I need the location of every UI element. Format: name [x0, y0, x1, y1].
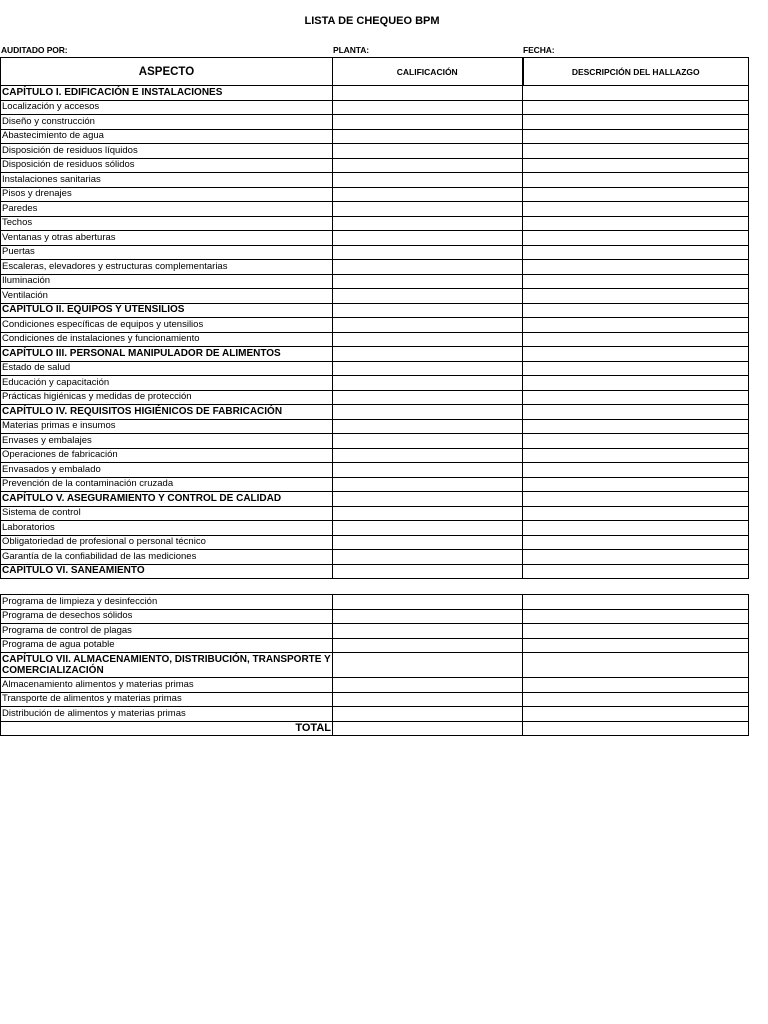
- document-title: LISTA DE CHEQUEO BPM: [304, 15, 440, 27]
- calificacion-cell[interactable]: [333, 653, 523, 678]
- checklist-row: [1, 434, 749, 449]
- aspecto-cell: Transporte de alimentos y materias primas: [1, 692, 333, 707]
- calificacion-cell[interactable]: [333, 506, 523, 521]
- descripcion-cell[interactable]: [523, 535, 749, 550]
- descripcion-cell[interactable]: [523, 347, 749, 362]
- calificacion-cell[interactable]: [333, 638, 523, 653]
- aspecto-cell: Paredes: [1, 202, 333, 217]
- aspecto-cell: Ventilación: [1, 289, 333, 304]
- aspecto-cell: Prevención de la contaminación cruzada: [1, 477, 333, 492]
- calificacion-cell[interactable]: [333, 260, 523, 275]
- checklist-row: [1, 318, 749, 333]
- aspecto-cell: Distribución de alimentos y materias primas: [1, 707, 333, 722]
- aspecto-cell: Prácticas higiénicas y medidas de protección: [1, 390, 333, 405]
- checklist-row: [1, 231, 749, 246]
- header-aspecto: ASPECTO: [1, 58, 333, 86]
- descripcion-cell[interactable]: [523, 434, 749, 449]
- calificacion-cell[interactable]: [333, 86, 523, 101]
- checklist-row: [1, 187, 749, 202]
- chapter-row: [1, 492, 749, 507]
- descripcion-cell[interactable]: [523, 653, 749, 678]
- chapter-row: [1, 303, 749, 318]
- calificacion-cell[interactable]: [333, 448, 523, 463]
- checklist-row: [1, 521, 749, 536]
- aspecto-cell: Laboratorios: [1, 521, 333, 536]
- calificacion-cell[interactable]: [333, 231, 523, 246]
- chapter-title: CAPÍTULO VI. SANEAMIENTO: [1, 564, 333, 579]
- checklist-row: [1, 550, 749, 565]
- calificacion-cell[interactable]: [333, 318, 523, 333]
- calificacion-cell[interactable]: [333, 303, 523, 318]
- calificacion-cell[interactable]: [333, 595, 523, 610]
- aspecto-cell: Programa de control de plagas: [1, 624, 333, 639]
- chapter-title: CAPÍTULO IV. REQUISITOS HIGIÉNICOS DE FABRICACIÓN: [1, 405, 333, 420]
- descripcion-cell[interactable]: [523, 158, 749, 173]
- checklist-row: [1, 274, 749, 289]
- auditado-por-label: AUDITADO POR:: [1, 45, 68, 55]
- chapter-row: [1, 653, 749, 678]
- descripcion-cell[interactable]: [523, 492, 749, 507]
- calificacion-cell[interactable]: [333, 245, 523, 260]
- header-descripcion: DESCRIPCIÓN DEL HALLAZGO: [523, 58, 749, 86]
- checklist-row: [1, 609, 749, 624]
- descripcion-cell[interactable]: [523, 707, 749, 722]
- checklist-row: [1, 448, 749, 463]
- descripcion-cell[interactable]: [523, 260, 749, 275]
- descripcion-cell[interactable]: [523, 595, 749, 610]
- checklist-row: [1, 289, 749, 304]
- calificacion-cell[interactable]: [333, 678, 523, 693]
- chapter-title: CAPÍTULO III. PERSONAL MANIPULADOR DE ALIMENTOS: [1, 347, 333, 362]
- descripcion-cell[interactable]: [523, 187, 749, 202]
- calificacion-cell[interactable]: [333, 419, 523, 434]
- aspecto-cell: Escaleras, elevadores y estructuras complementarias: [1, 260, 333, 275]
- descripcion-cell[interactable]: [523, 550, 749, 565]
- chapter-row: [1, 405, 749, 420]
- descripcion-cell[interactable]: [523, 448, 749, 463]
- total-row: [1, 721, 749, 736]
- descripcion-cell[interactable]: [523, 564, 749, 579]
- chapter-row: [1, 86, 749, 101]
- checklist-row: [1, 115, 749, 130]
- aspecto-cell: Condiciones específicas de equipos y utensilios: [1, 318, 333, 333]
- aspecto-cell: Programa de desechos sólidos: [1, 609, 333, 624]
- aspecto-cell: Pisos y drenajes: [1, 187, 333, 202]
- descripcion-cell[interactable]: [523, 245, 749, 260]
- aspecto-cell: Puertas: [1, 245, 333, 260]
- aspecto-cell: Envases y embalajes: [1, 434, 333, 449]
- aspecto-cell: Materias primas e insumos: [1, 419, 333, 434]
- calificacion-cell[interactable]: [333, 144, 523, 159]
- chapter-row: [1, 564, 749, 579]
- checklist-row: [1, 678, 749, 693]
- descripcion-cell[interactable]: [523, 609, 749, 624]
- descripcion-cell[interactable]: [523, 231, 749, 246]
- calificacion-cell[interactable]: [333, 492, 523, 507]
- checklist-body-main: [1, 86, 749, 579]
- calificacion-cell[interactable]: [333, 347, 523, 362]
- checklist-row: [1, 260, 749, 275]
- header-row: [1, 58, 749, 86]
- fecha-label: FECHA:: [523, 45, 555, 55]
- aspecto-cell: Envasados y embalado: [1, 463, 333, 478]
- calificacion-cell[interactable]: [333, 216, 523, 231]
- checklist-row: [1, 463, 749, 478]
- chapter-title: CAPÍTULO I. EDIFICACIÓN E INSTALACIONES: [1, 86, 333, 101]
- descripcion-cell[interactable]: [523, 463, 749, 478]
- calificacion-cell[interactable]: [333, 187, 523, 202]
- calificacion-cell[interactable]: [333, 564, 523, 579]
- calificacion-cell[interactable]: [333, 521, 523, 536]
- calificacion-cell[interactable]: [333, 274, 523, 289]
- calificacion-cell[interactable]: [333, 550, 523, 565]
- descripcion-cell[interactable]: [523, 361, 749, 376]
- checklist-row: [1, 202, 749, 217]
- checklist-row: [1, 173, 749, 188]
- calificacion-cell[interactable]: [333, 707, 523, 722]
- aspecto-cell: Garantía de la confiabilidad de las mediciones: [1, 550, 333, 565]
- calificacion-cell[interactable]: [333, 376, 523, 391]
- aspecto-cell: Disposición de residuos líquidos: [1, 144, 333, 159]
- descripcion-cell[interactable]: [523, 289, 749, 304]
- checklist-row: [1, 624, 749, 639]
- aspecto-cell: Diseño y construcción: [1, 115, 333, 130]
- aspecto-cell: Ventanas y otras aberturas: [1, 231, 333, 246]
- checklist-row: [1, 376, 749, 391]
- calificacion-cell[interactable]: [333, 405, 523, 420]
- descripcion-cell[interactable]: [523, 692, 749, 707]
- descripcion-cell[interactable]: [523, 100, 749, 115]
- total-label: TOTAL: [1, 721, 333, 736]
- aspecto-cell: Programa de agua potable: [1, 638, 333, 653]
- calificacion-cell[interactable]: [333, 535, 523, 550]
- calificacion-cell[interactable]: [333, 129, 523, 144]
- descripcion-cell[interactable]: [523, 202, 749, 217]
- aspecto-cell: Abastecimiento de agua: [1, 129, 333, 144]
- aspecto-cell: Localización y accesos: [1, 100, 333, 115]
- descripcion-cell[interactable]: [523, 144, 749, 159]
- checklist-row: [1, 707, 749, 722]
- calificacion-cell[interactable]: [333, 100, 523, 115]
- descripcion-cell[interactable]: [523, 624, 749, 639]
- calificacion-cell[interactable]: [333, 202, 523, 217]
- checklist-row: [1, 535, 749, 550]
- aspecto-cell: Techos: [1, 216, 333, 231]
- checklist-table-continued: [0, 594, 749, 736]
- aspecto-cell: Programa de limpieza y desinfección: [1, 595, 333, 610]
- calificacion-cell[interactable]: [333, 390, 523, 405]
- checklist-row: [1, 144, 749, 159]
- calificacion-cell[interactable]: [333, 173, 523, 188]
- descripcion-cell[interactable]: [523, 115, 749, 130]
- calificacion-cell[interactable]: [333, 158, 523, 173]
- aspecto-cell: Condiciones de instalaciones y funcionamiento: [1, 332, 333, 347]
- calificacion-cell[interactable]: [333, 361, 523, 376]
- calificacion-cell[interactable]: [333, 289, 523, 304]
- descripcion-cell[interactable]: [523, 129, 749, 144]
- chapter-row: [1, 347, 749, 362]
- descripcion-cell[interactable]: [523, 405, 749, 420]
- descripcion-cell[interactable]: [523, 332, 749, 347]
- calificacion-cell[interactable]: [333, 624, 523, 639]
- checklist-row: [1, 419, 749, 434]
- checklist-row: [1, 477, 749, 492]
- calificacion-cell[interactable]: [333, 463, 523, 478]
- calificacion-cell[interactable]: [333, 609, 523, 624]
- descripcion-cell[interactable]: [523, 521, 749, 536]
- checklist-row: [1, 100, 749, 115]
- descripcion-cell[interactable]: [523, 173, 749, 188]
- descripcion-cell[interactable]: [523, 477, 749, 492]
- calificacion-cell[interactable]: [333, 332, 523, 347]
- checklist-row: [1, 638, 749, 653]
- aspecto-cell: Disposición de residuos sólidos: [1, 158, 333, 173]
- calificacion-cell[interactable]: [333, 477, 523, 492]
- descripcion-cell[interactable]: [523, 376, 749, 391]
- header-calificacion: CALIFICACIÓN: [333, 58, 523, 86]
- checklist-row: [1, 332, 749, 347]
- total-descripcion-cell[interactable]: [523, 721, 749, 736]
- chapter-title: CAPÍTULO VII. ALMACENAMIENTO, DISTRIBUCIÓN, TRANSPORTE Y COMERCIALIZACIÓN: [2, 654, 331, 676]
- checklist-row: [1, 216, 749, 231]
- checklist-row: [1, 390, 749, 405]
- aspecto-cell: Educación y capacitación: [1, 376, 333, 391]
- checklist-body-continued: [1, 595, 749, 722]
- checklist-row: [1, 361, 749, 376]
- calificacion-cell[interactable]: [333, 692, 523, 707]
- descripcion-cell[interactable]: [523, 303, 749, 318]
- checklist-row: [1, 506, 749, 521]
- descripcion-cell[interactable]: [523, 86, 749, 101]
- descripcion-cell[interactable]: [523, 419, 749, 434]
- descripcion-cell[interactable]: [523, 274, 749, 289]
- descripcion-cell[interactable]: [523, 506, 749, 521]
- aspecto-cell: Iluminación: [1, 274, 333, 289]
- descripcion-cell[interactable]: [523, 390, 749, 405]
- total-calificacion-cell[interactable]: [333, 721, 523, 736]
- calificacion-cell[interactable]: [333, 434, 523, 449]
- descripcion-cell[interactable]: [523, 638, 749, 653]
- planta-label: PLANTA:: [333, 45, 369, 55]
- descripcion-cell[interactable]: [523, 216, 749, 231]
- checklist-row: [1, 129, 749, 144]
- aspecto-cell: Operaciones de fabricación: [1, 448, 333, 463]
- calificacion-cell[interactable]: [333, 115, 523, 130]
- checklist-row: [1, 692, 749, 707]
- aspecto-cell: Obligatoriedad de profesional o personal técnico: [1, 535, 333, 550]
- chapter-title: CAPÍTULO II. EQUIPOS Y UTENSILIOS: [1, 303, 333, 318]
- descripcion-cell[interactable]: [523, 318, 749, 333]
- checklist-row: [1, 158, 749, 173]
- checklist-row: [1, 245, 749, 260]
- checklist-table-main: [0, 57, 749, 579]
- aspecto-cell: Sistema de control: [1, 506, 333, 521]
- aspecto-cell: Estado de salud: [1, 361, 333, 376]
- descripcion-cell[interactable]: [523, 678, 749, 693]
- aspecto-cell: Almacenamiento alimentos y materias primas: [1, 678, 333, 693]
- checklist-row: [1, 595, 749, 610]
- aspecto-cell: Instalaciones sanitarias: [1, 173, 333, 188]
- chapter-title: CAPÍTULO V. ASEGURAMIENTO Y CONTROL DE CALIDAD: [1, 492, 333, 507]
